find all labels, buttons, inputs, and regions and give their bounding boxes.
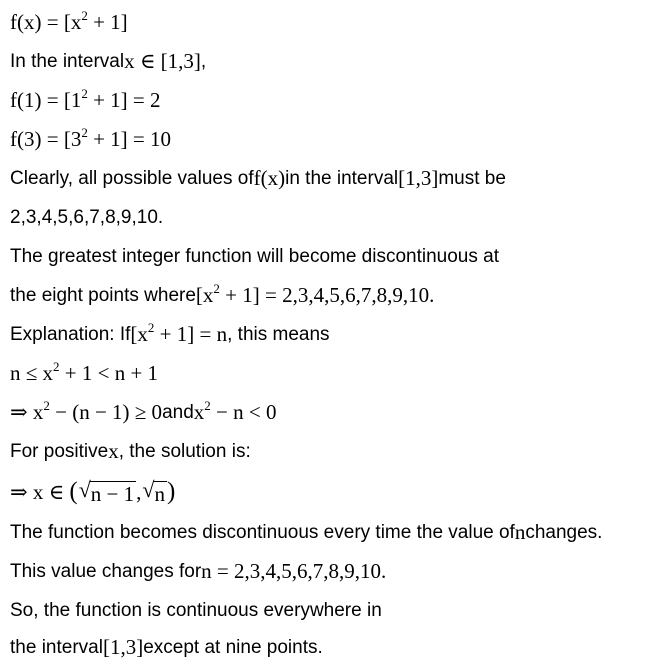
exponent: 2 <box>43 398 50 413</box>
text: , the solution is: <box>118 440 251 462</box>
comma: , <box>136 479 142 504</box>
text: In the interval <box>10 50 125 72</box>
text: and <box>162 401 194 423</box>
close-paren: ) <box>166 477 176 505</box>
text: in the interval <box>285 167 399 189</box>
expr: + 1 < n + 1 <box>59 361 159 385</box>
text: The function becomes discontinuous every time the value of <box>10 521 515 543</box>
interval-statement <box>10 42 659 81</box>
text: except at nine points. <box>143 636 323 658</box>
expr: ⇒ x ∈ <box>10 479 70 504</box>
exponent: 2 <box>53 359 60 374</box>
expr: ⇒ x <box>10 400 44 424</box>
implied-inequalities <box>10 393 659 432</box>
expr: [x <box>130 322 148 346</box>
text: changes. <box>525 521 603 543</box>
possible-values-statement <box>10 159 659 198</box>
text: the eight points where <box>10 284 196 306</box>
expr: f(1) = [1 <box>10 88 82 112</box>
expr: − n < 0 <box>210 400 277 424</box>
text: , this means <box>227 323 330 345</box>
expr: f(x) = [x <box>10 10 82 34</box>
values-list <box>10 198 659 237</box>
exponent: 2 <box>81 86 88 101</box>
conclusion-line-1 <box>10 591 659 630</box>
sqrt-n-minus-1 <box>78 476 136 506</box>
exponent: 2 <box>213 281 220 296</box>
expr: n <box>514 520 526 544</box>
text: the interval <box>10 636 103 658</box>
radical-sign: √ <box>78 476 91 502</box>
expr: f(3) = [3 <box>10 127 82 151</box>
equation-f-of-3 <box>10 120 659 159</box>
text: Explanation: If <box>10 323 131 345</box>
inequality <box>10 354 659 393</box>
explanation-statement <box>10 315 659 354</box>
text: For positive <box>10 440 109 462</box>
exponent: 2 <box>81 125 88 140</box>
expr: + 1] = 2 <box>87 88 161 112</box>
expr: [x <box>195 283 214 307</box>
expr: [1,3] <box>398 166 439 190</box>
text: This value changes for <box>10 560 202 582</box>
expr: − (n − 1) ≥ 0 <box>49 400 163 424</box>
expr: n ≤ x <box>10 361 54 385</box>
exponent: 2 <box>204 398 211 413</box>
open-paren: ( <box>69 477 78 505</box>
value-changes-statement <box>10 552 659 591</box>
sqrt-n <box>142 476 167 506</box>
exponent: 2 <box>147 320 155 335</box>
expr: n = 2,3,4,5,6,7,8,9,10. <box>201 559 387 583</box>
discontinuity-statement <box>10 237 659 276</box>
equation-f-of-1 <box>10 81 659 120</box>
radicand: n − 1 <box>90 481 135 506</box>
expr: [1,3] <box>102 635 144 659</box>
n-changes-statement <box>10 513 659 552</box>
expr: f(x) <box>253 166 286 190</box>
text: So, the function is continuous everywhere in <box>10 599 382 621</box>
radicand: n <box>154 481 165 506</box>
text: , <box>200 50 207 72</box>
expr: + 1] = n <box>154 322 228 346</box>
conclusion-line-2 <box>10 628 659 667</box>
expr: x ∈ [1,3] <box>124 49 201 73</box>
expr: x <box>193 400 205 424</box>
text: 2,3,4,5,6,7,8,9,10. <box>10 206 164 228</box>
text: Clearly, all possible values of <box>10 167 254 189</box>
expr: x <box>108 439 119 463</box>
expr: + 1] = 2,3,4,5,6,7,8,9,10. <box>219 283 435 307</box>
eight-points-statement <box>10 276 659 315</box>
solution-interval <box>10 473 659 512</box>
radical-sign: √ <box>142 476 155 502</box>
exponent: 2 <box>81 8 88 23</box>
expr: + 1] = 10 <box>87 127 172 151</box>
expr: + 1] <box>87 10 128 34</box>
equation-f-definition <box>10 3 659 42</box>
positive-x-statement <box>10 432 659 471</box>
text: The greatest integer function will become discontinuous at <box>10 245 499 267</box>
text: must be <box>438 167 506 189</box>
